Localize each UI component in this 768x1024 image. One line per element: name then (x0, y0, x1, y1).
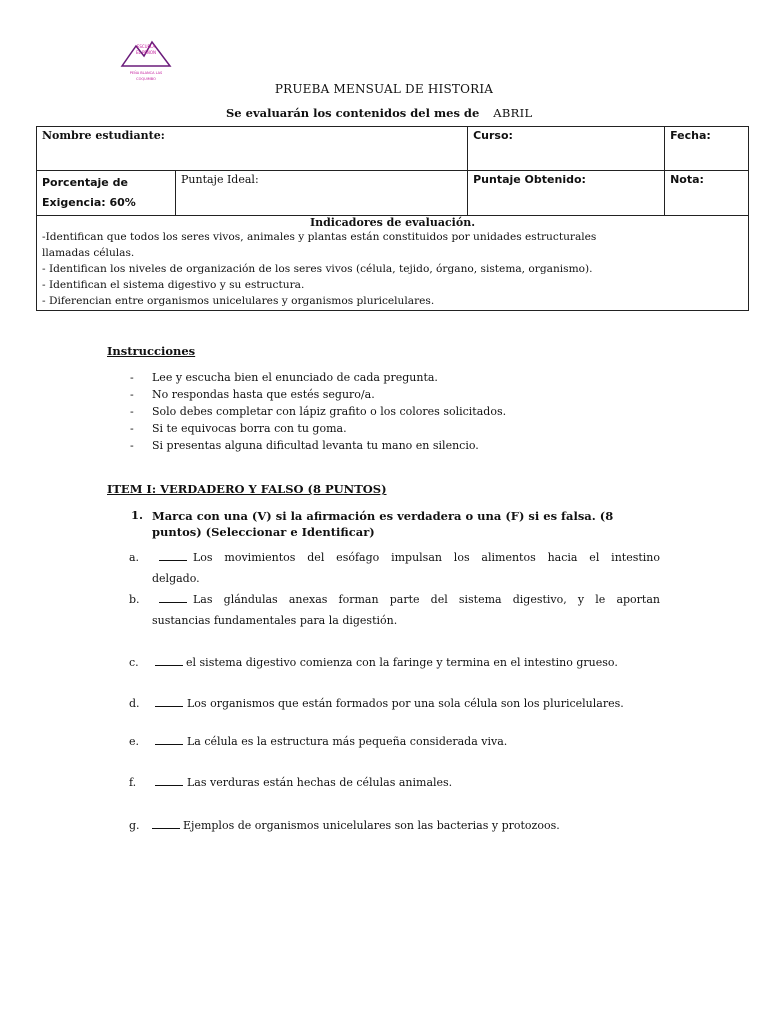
school-logo (118, 36, 174, 84)
svg-text:PEÑA BLANCA LAS: PEÑA BLANCA LAS (129, 71, 163, 75)
indicator-item: llamadas células. (42, 247, 135, 259)
instruction-item: - Si te equivocas borra con tu goma. (130, 422, 347, 435)
instruction-item: - Lee y escucha bien el enunciado de cada pregunta. (130, 371, 438, 384)
grade-label: Nota: (670, 173, 704, 186)
statement-a-line1: Los movimientos del esófago impulsan los alimentos hacia el intestino (159, 551, 660, 564)
answer-blank[interactable] (155, 735, 183, 745)
instructions-title: Instrucciones (107, 344, 196, 358)
obtained-score-label: Puntaje Obtenido: (473, 173, 586, 186)
grade-cell[interactable] (665, 171, 749, 216)
svg-text:COQUIMBO: COQUIMBO (136, 77, 156, 81)
student-name-label: Nombre estudiante: (42, 129, 165, 142)
indicator-item: - Diferencian entre organismos unicelulares y organismos pluricelulares. (42, 295, 435, 307)
statement-d: Los organismos que están formados por una sola célula son los pluricelulares. (155, 697, 624, 710)
answer-blank[interactable] (155, 776, 183, 786)
ideal-score-cell[interactable] (176, 171, 468, 216)
statement-b-line2: sustancias fundamentales para la digestión. (152, 614, 398, 627)
month-value: ABRIL (493, 106, 533, 120)
statement-letter: g. (129, 819, 140, 832)
svg-text:EL PEÑON: EL PEÑON (135, 50, 157, 55)
statement-letter: e. (129, 735, 140, 748)
item1-title: ITEM I: VERDADERO Y FALSO (8 PUNTOS) (107, 482, 387, 496)
subtitle-text: Se evaluarán los contenidos del mes de (226, 106, 480, 120)
exigencia-line2: Exigencia: 60% (42, 196, 136, 209)
statement-letter: d. (129, 697, 140, 710)
answer-blank[interactable] (155, 697, 183, 707)
statement-letter: c. (129, 656, 139, 669)
question-line2: puntos) (Seleccionar e Identificar) (152, 525, 375, 539)
student-info-table (36, 126, 749, 311)
statement-e: La célula es la estructura más pequeña considerada viva. (155, 735, 507, 748)
obtained-score-cell[interactable] (468, 171, 665, 216)
indicator-item: -Identifican que todos los seres vivos, animales y plantas están constituidos por unidades estructurales (42, 231, 597, 243)
date-cell[interactable] (665, 127, 749, 171)
statement-a-line2: delgado. (152, 572, 200, 585)
statement-b-line1: Las glándulas anexas forman parte del sistema digestivo, y le aportan (159, 593, 660, 606)
ideal-score-label: Puntaje Ideal: (181, 173, 259, 186)
instruction-item: - Solo debes completar con lápiz grafito o los colores solicitados. (130, 405, 507, 418)
instructions-list (130, 369, 506, 454)
answer-blank[interactable] (152, 819, 180, 829)
page-title: PRUEBA MENSUAL DE HISTORIA (274, 82, 494, 96)
answer-blank[interactable] (155, 656, 183, 666)
exigencia-line1: Porcentaje de (42, 176, 128, 189)
indicator-item: - Identifican el sistema digestivo y su estructura. (42, 279, 305, 291)
question-text (152, 508, 652, 540)
svg-text:ESCUELA: ESCUELA (136, 44, 156, 49)
exigencia-cell (37, 171, 176, 216)
instruction-item: - Si presentas alguna dificultad levanta tu mano en silencio. (130, 439, 479, 452)
statement-letter: b. (129, 593, 140, 606)
statement-letter: a. (129, 551, 140, 564)
question-line1: Marca con una (V) si la afirmación es verdadera o una (F) si es falsa. (8 (152, 509, 614, 523)
page-subtitle (226, 106, 532, 120)
statement-letter: f. (129, 776, 137, 789)
statement-c: el sistema digestivo comienza con la faringe y termina en el intestino grueso. (155, 656, 618, 669)
course-label: Curso: (473, 129, 513, 142)
indicator-item: - Identifican los niveles de organización de los seres vivos (célula, tejido, órgano, sistema, organismo). (42, 263, 593, 275)
date-label: Fecha: (670, 129, 711, 142)
statement-f: Las verduras están hechas de células animales. (155, 776, 452, 789)
statement-g: Ejemplos de organismos unicelulares son las bacterias y protozoos. (152, 819, 560, 832)
answer-blank[interactable] (159, 551, 187, 561)
question-number: 1. (131, 508, 144, 522)
student-name-cell[interactable] (37, 127, 468, 171)
course-cell[interactable] (468, 127, 665, 171)
answer-blank[interactable] (159, 593, 187, 603)
indicators-title: Indicadores de evaluación. (309, 216, 476, 229)
instruction-item: - No respondas hasta que estés seguro/a. (130, 388, 375, 401)
indicators-cell (37, 216, 749, 311)
